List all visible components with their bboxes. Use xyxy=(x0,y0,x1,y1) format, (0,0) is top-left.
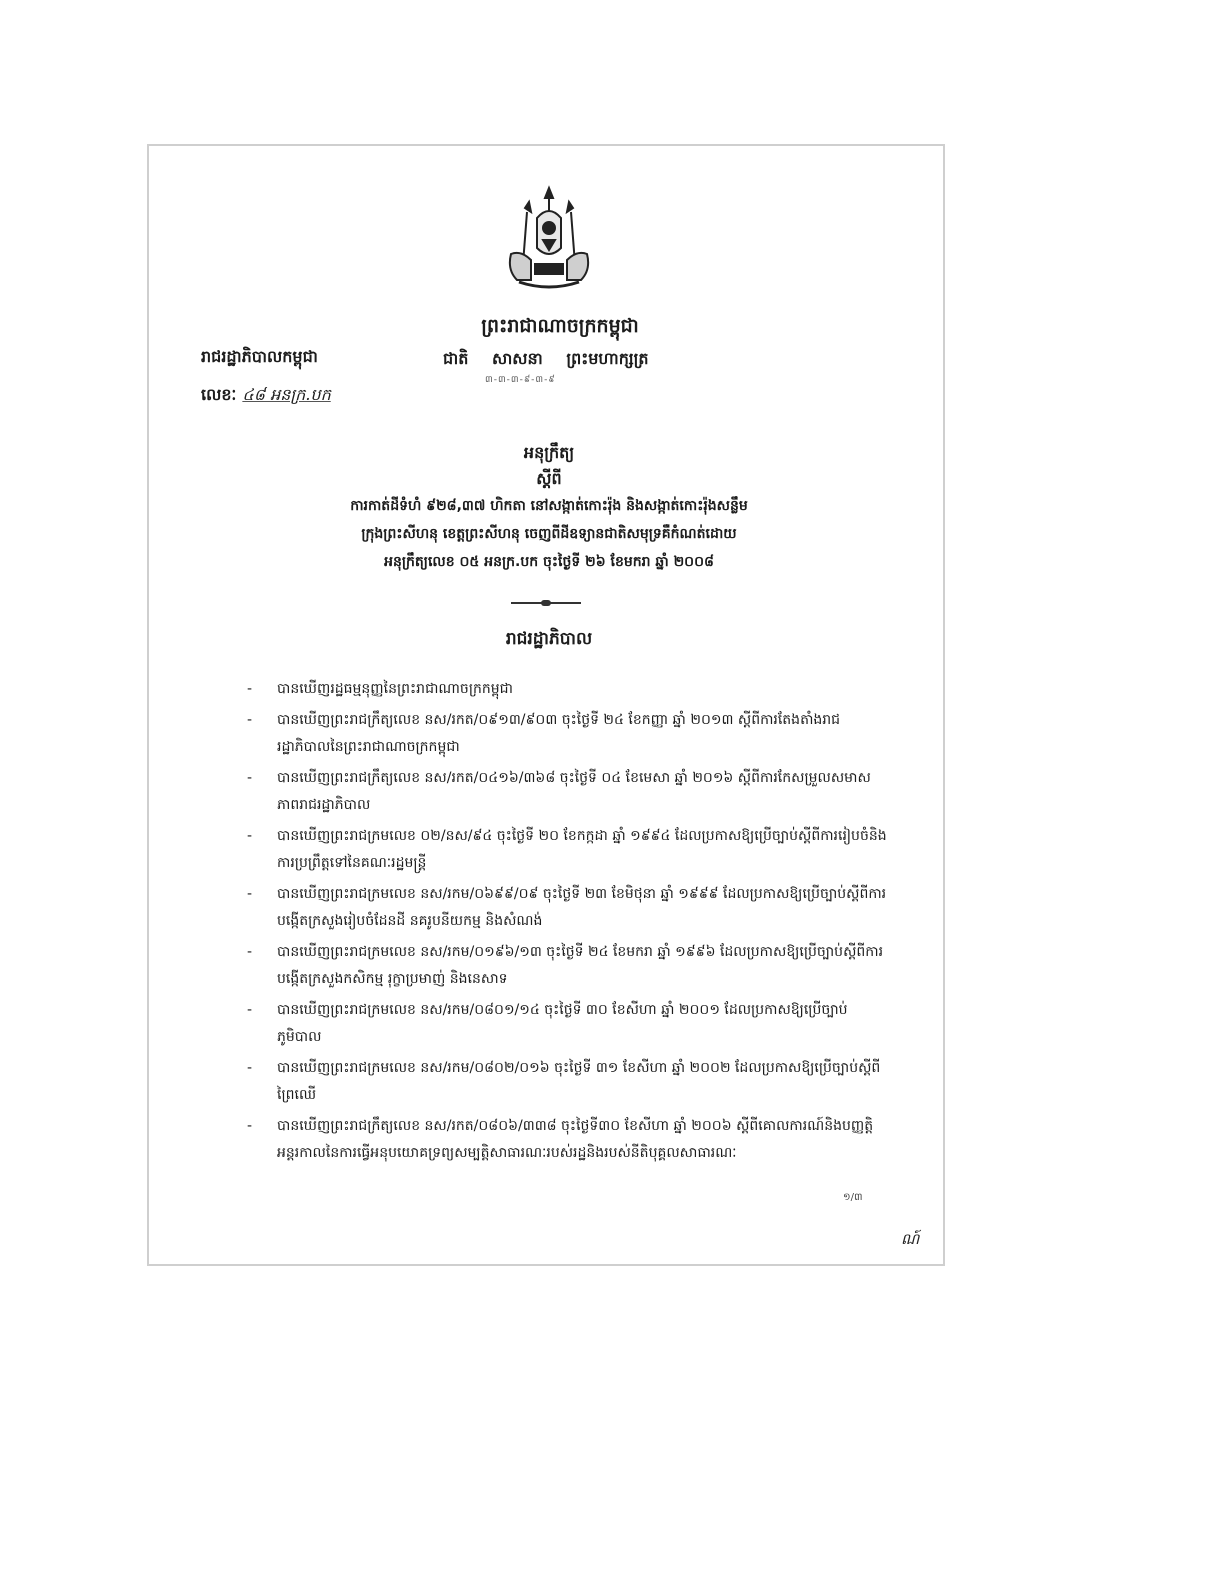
page-number: ១/៣ xyxy=(843,1192,863,1203)
list-item: - បានឃើញព្រះរាជក្រឹត្យលេខ នស/រកត/០៨០៦/៣៣៨ ចុះថ្ងៃទី៣០ ខែសីហា ឆ្នាំ ២០០៦ ស្តីពីគោលការណ៍និងបញ្ញត្តិអន្តរកាលនៃការធ្វើអនុបយោគទ្រព្យសម្បត្តិសាធារណៈរបស់រដ្ឋនិងរបស់នីតិបុគ្គលសាធារណៈ xyxy=(247,1118,874,1161)
list-item: - បានឃើញព្រះរាជក្រមលេខ នស/រកម/០៨០១/១៤ ចុះថ្ងៃទី ៣០ ខែសីហា ឆ្នាំ ២០០១ ដែលប្រកាសឱ្យប្រើច្បាប់ភូមិបាល xyxy=(247,1002,848,1045)
list-item: - បានឃើញព្រះរាជក្រមលេខ នស/រកម/០៦៩៩/០៩ ចុះថ្ងៃទី ២៣ ខែមិថុនា ឆ្នាំ ១៩៩៩ ដែលប្រកាសឱ្យប្រើច្បាប់ស្តីពីការបង្កើតក្រសួងរៀបចំដែនដី នគរូបនីយកម្ម និងសំណង់ xyxy=(247,886,887,929)
decree-title xyxy=(249,440,849,576)
reference-value: ៤៨ អនក្រ.បក xyxy=(242,385,331,404)
title-line-2: ស្តីពី xyxy=(536,469,562,488)
national-motto: ជាតិ សាសនា ព្រះមហាក្សត្រ xyxy=(443,349,649,368)
title-line-1: អនុក្រឹត្យ xyxy=(523,443,575,462)
list-item: - បានឃើញព្រះរាជក្រឹត្យលេខ នស/រកត/០៤១៦/៣៦៨ ចុះថ្ងៃទី ០៤ ខែមេសា ឆ្នាំ ២០១៦ ស្តីពីការកែសម្រួលសមាសភាពរាជរដ្ឋាភិបាល xyxy=(247,770,871,813)
list-item: - បានឃើញព្រះរាជក្រមលេខ នស/រកម/០៨០២/០១៦ ចុះថ្ងៃទី ៣១ ខែសីហា ឆ្នាំ ២០០២ ដែលប្រកាសឱ្យប្រើច្បាប់ស្តីពីព្រៃឈើ xyxy=(247,1060,881,1103)
title-line-5: អនុក្រឹត្យលេខ ០៥ អនក្រ.បក ចុះថ្ងៃទី ២៦ ខែមករា ឆ្នាំ ២០០៨ xyxy=(384,554,714,570)
reference-label: លេខៈ xyxy=(201,385,237,404)
title-line-4: ក្រុងព្រះសីហនុ ខេត្តព្រះសីហនុ ចេញពីដីឧទ្យានជាតិសមុទ្រគឺកំណត់ដោយ xyxy=(361,526,737,542)
motto-ornament: ៣-៣-៣-៩-៣-៩ xyxy=(485,375,556,385)
document-page xyxy=(147,144,945,1266)
royal-coat-of-arms-icon xyxy=(501,184,597,296)
council-heading: រាជរដ្ឋាភិបាល xyxy=(505,629,593,649)
list-item: - បានឃើញព្រះរាជក្រឹត្យលេខ នស/រកត/០៩១៣/៩០៣ ចុះថ្ងៃទី ២៤ ខែកញ្ញា ឆ្នាំ ២០១៣ ស្តីពីការតែងតាំងរាជរដ្ឋាភិបាលនៃព្រះរាជាណាចក្រកម្ពុជា xyxy=(247,712,841,755)
ministry-name: រាជរដ្ឋាភិបាលកម្ពុជា xyxy=(201,347,318,366)
list-item: - បានឃើញរដ្ឋធម្មនុញ្ញនៃព្រះរាជាណាចក្រកម្ពុជា xyxy=(247,681,513,697)
title-line-3: ការកាត់ដីទំហំ ៩២៨,៣៧ ហិកតា នៅសង្កាត់កោះរ៉ុង និងសង្កាត់កោះរ៉ុងសន្លឹម xyxy=(350,498,748,514)
considerations-list xyxy=(247,676,887,1171)
reference-number xyxy=(201,384,331,408)
list-item: - បានឃើញព្រះរាជក្រមលេខ ០២/នស/៩៤ ចុះថ្ងៃទី ២០ ខែកក្កដា ឆ្នាំ ១៩៩៤ ដែលប្រកាសឱ្យប្រើច្បាប់ស្តីពីការរៀបចំនិងការប្រព្រឹត្តទៅនៃគណៈរដ្ឋមន្ត្រី xyxy=(247,828,887,871)
kingdom-heading: ព្រះរាជាណាចក្រកម្ពុជា xyxy=(481,315,639,337)
ornamental-divider xyxy=(511,602,581,604)
list-item: - បានឃើញព្រះរាជក្រមលេខ នស/រកម/០១៩៦/១៣ ចុះថ្ងៃទី ២៤ ខែមករា ឆ្នាំ ១៩៩៦ ដែលប្រកាសឱ្យប្រើច្បាប់ស្តីពីការបង្កើតក្រសួងកសិកម្ម រុក្ខាប្រមាញ់ និងនេសាទ xyxy=(247,944,884,987)
initials-signature: ណ៍ xyxy=(901,1230,920,1248)
